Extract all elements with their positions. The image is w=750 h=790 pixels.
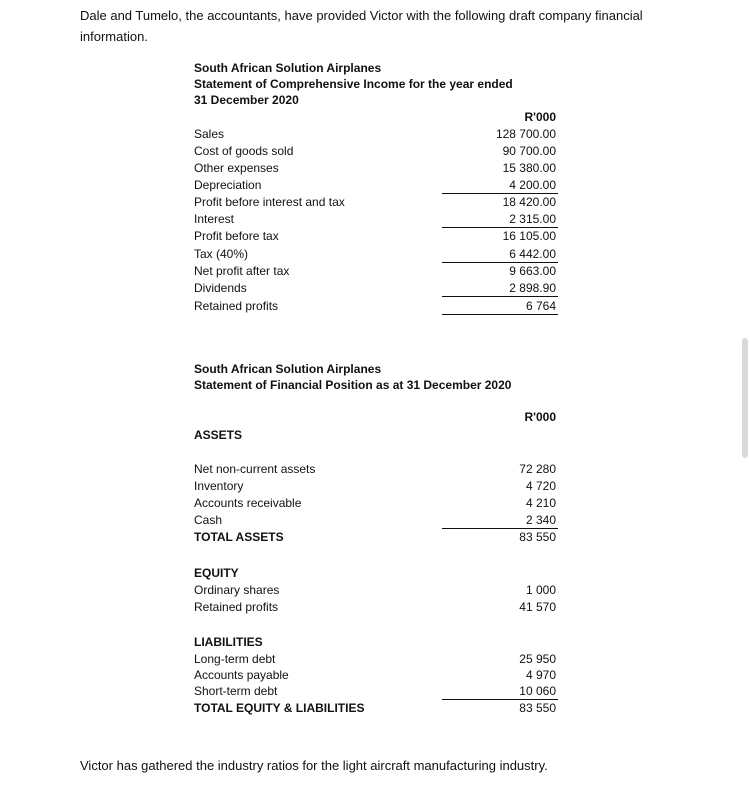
asset-row (194, 512, 558, 528)
income-row (194, 246, 558, 262)
income-statement-company: South African Solution Airplanes (194, 61, 382, 75)
liability-row-value: 10 060 (519, 684, 556, 698)
asset-row (194, 478, 558, 494)
income-row (194, 211, 558, 227)
income-row-label: Sales (194, 127, 225, 141)
liability-row-label: Accounts payable (194, 668, 289, 682)
income-row-label: Profit before tax (194, 229, 279, 243)
income-row-value: 128 700.00 (495, 127, 556, 141)
total-equity-liabilities-label: TOTAL EQUITY & LIABILITIES (194, 701, 365, 715)
income-row-label: Depreciation (194, 178, 262, 192)
income-row (194, 298, 558, 314)
liability-row (194, 683, 558, 699)
subtotal-rule (442, 296, 558, 297)
asset-row-value: 4 720 (525, 479, 556, 493)
income-row-label: Other expenses (194, 161, 279, 175)
income-row (194, 177, 558, 193)
income-row-value: 4 200.00 (509, 178, 556, 192)
currency-label: R'000 (524, 410, 556, 424)
asset-row-value: 2 340 (525, 513, 556, 527)
equity-row-value: 1 000 (525, 583, 556, 597)
income-row-value: 2 315.00 (509, 212, 556, 226)
income-row (194, 194, 558, 210)
income-row-label: Dividends (194, 281, 247, 295)
liability-row-value: 4 970 (525, 668, 556, 682)
total-equity-liabilities-row (194, 700, 558, 716)
income-row (194, 280, 558, 296)
income-row-value: 9 663.00 (509, 264, 556, 278)
income-row-label: Retained profits (194, 299, 279, 313)
income-row (194, 263, 558, 279)
income-row-value: 16 105.00 (502, 229, 556, 243)
liability-row (194, 667, 558, 683)
financial-position-title: Statement of Financial Position as at 31 December 2020 (194, 378, 512, 392)
income-row-value: 18 420.00 (502, 195, 556, 209)
liabilities-heading: LIABILITIES (194, 635, 263, 649)
total-rule (442, 314, 558, 315)
income-row (194, 160, 558, 176)
asset-row (194, 461, 558, 477)
equity-row-value: 41 570 (519, 600, 556, 614)
income-row-label: Net profit after tax (194, 264, 290, 278)
income-statement-title: Statement of Comprehensive Income for the year ended (194, 77, 513, 91)
equity-row-label: Ordinary shares (194, 583, 280, 597)
asset-row-label: Cash (194, 513, 223, 527)
outro-paragraph: Victor has gathered the industry ratios for the light aircraft manufacturing industry. (80, 758, 548, 773)
income-currency-header (194, 109, 558, 125)
asset-row-value: 4 210 (525, 496, 556, 510)
intro-paragraph: Dale and Tumelo, the accountants, have provided Victor with the following draft company financial information. (80, 8, 643, 44)
liability-row-label: Long-term debt (194, 652, 276, 666)
asset-row-value: 72 280 (519, 462, 556, 476)
income-row-label: Cost of goods sold (194, 144, 294, 158)
equity-heading: EQUITY (194, 566, 239, 580)
financial-position-company: South African Solution Airplanes (194, 362, 382, 376)
asset-row-label: Inventory (194, 479, 244, 493)
total-assets-row (194, 529, 558, 545)
assets-heading: ASSETS (194, 428, 243, 442)
position-currency-header (194, 409, 558, 425)
income-row-label: Interest (194, 212, 235, 226)
income-row-value: 90 700.00 (502, 144, 556, 158)
income-row-label: Profit before interest and tax (194, 195, 345, 209)
total-equity-liabilities-value: 83 550 (519, 701, 556, 715)
income-statement-date: 31 December 2020 (194, 93, 299, 107)
currency-label: R'000 (524, 110, 556, 124)
total-assets-label: TOTAL ASSETS (194, 530, 284, 544)
liability-row-label: Short-term debt (194, 684, 278, 698)
income-row (194, 228, 558, 244)
income-row (194, 143, 558, 159)
equity-row (194, 599, 558, 615)
asset-row (194, 495, 558, 511)
income-row-value: 6 764 (525, 299, 556, 313)
equity-row (194, 582, 558, 598)
scrollbar[interactable] (742, 338, 748, 458)
income-row-label: Tax (40%) (194, 247, 249, 261)
income-row-value: 15 380.00 (502, 161, 556, 175)
liability-row-value: 25 950 (519, 652, 556, 666)
liability-row (194, 651, 558, 667)
equity-row-label: Retained profits (194, 600, 279, 614)
income-row-value: 2 898.90 (509, 281, 556, 295)
asset-row-label: Net non-current assets (194, 462, 316, 476)
income-row (194, 126, 558, 142)
total-assets-value: 83 550 (519, 530, 556, 544)
asset-row-label: Accounts receivable (194, 496, 302, 510)
income-row-value: 6 442.00 (509, 247, 556, 261)
